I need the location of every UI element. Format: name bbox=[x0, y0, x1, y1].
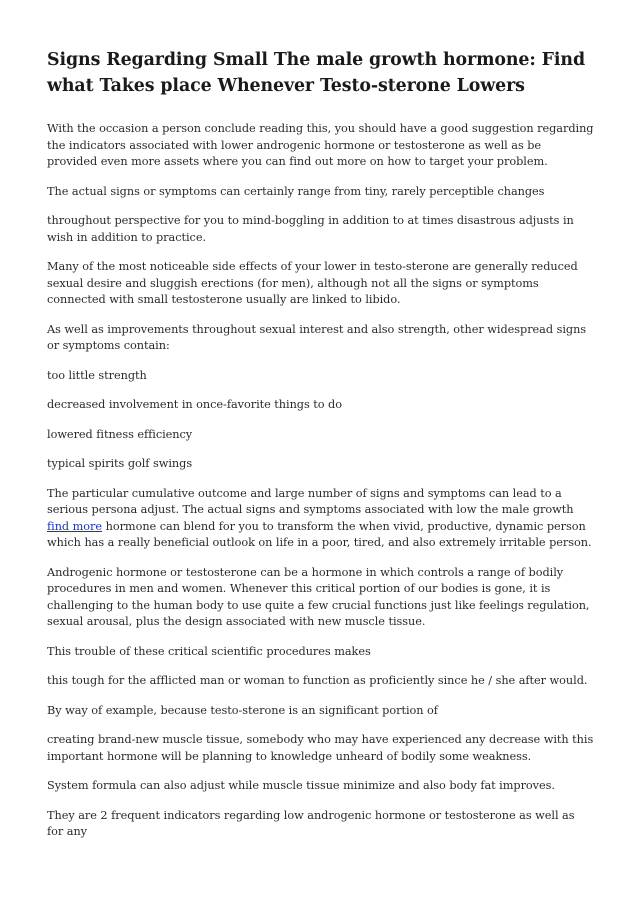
paragraph-intro: With the occasion a person conclude reading this, you should have a good suggestion regarding the indicators associated with lower androgenic hormone or testosterone as well as be provided even more assets where you can find out more on how to target your problem. bbox=[47, 122, 594, 168]
paragraph-side-effects: Many of the most noticeable side effects of your lower in testo-sterone are generally reduced sexual desire and sluggish erections (for men), although not all the signs or symptoms connected with small testosterone usually are linked to libido. bbox=[47, 260, 578, 306]
paragraph-symptoms-range: The actual signs or symptoms can certainly range from tiny, rarely perceptible changes bbox=[47, 184, 545, 198]
paragraph-perspective: throughout perspective for you to mind-boggling in addition to at times disastrous adjusts in wish in addition to practice. bbox=[47, 214, 574, 244]
paragraph-muscle-tissue: creating brand-new muscle tissue, somebody who may have experienced any decrease with this important hormone will be planning to knowledge unheard of bodily some weakness. bbox=[47, 733, 594, 763]
paragraph-tough-to-function: this tough for the afflicted man or woman to function as proficiently since he / she after would. bbox=[47, 674, 588, 687]
list-item-spirits: typical spirits golf swings bbox=[47, 457, 193, 470]
paragraph-by-way-of-example: By way of example, because testo-sterone is an significant portion of bbox=[47, 703, 438, 717]
list-item-strength: too little strength bbox=[47, 368, 147, 382]
list-item-involvement: decreased involvement in once-favorite things to do bbox=[47, 398, 342, 411]
find-more-link[interactable]: find more bbox=[47, 519, 103, 533]
paragraph-cumulative-outcome bbox=[47, 486, 594, 552]
list-item-fitness: lowered fitness efficiency bbox=[47, 427, 193, 441]
paragraph-hormone-controls: Androgenic hormone or testosterone can be a hormone in which controls a range of bodily procedures in men and women. Whenever this critical portion of our bodies is gone, it is challenging to the human body to use quite a few crucial functions just like feelings regulation, sexual arousal, plus the design associated with new muscle tissue. bbox=[47, 565, 590, 628]
paragraph-other-signs: As well as improvements throughout sexual interest and also strength, other widespread signs or symptoms contain: bbox=[47, 322, 587, 352]
paragraph-trouble: This trouble of these critical scientific procedures makes bbox=[47, 644, 371, 658]
paragraph-body-fat: System formula can also adjust while muscle tissue minimize and also body fat improves. bbox=[47, 779, 555, 792]
document-title: Signs Regarding Small The male growth hormone: Find what Takes place Whenever Testo-sterone Lowers bbox=[47, 50, 586, 96]
paragraph-frequent-indicators: They are 2 frequent indicators regarding low androgenic hormone or testosterone as well as for any bbox=[47, 808, 575, 838]
paragraph-text-before-link: The particular cumulative outcome and large number of signs and symptoms can lead to a serious persona adjust. The actual signs and symptoms associated with low the male growth bbox=[47, 486, 574, 516]
paragraph-text-after-link: hormone can blend for you to transform the when vivid, productive, dynamic person which has a really beneficial outlook on life in a poor, tired, and also extremely irritable person. bbox=[47, 519, 592, 549]
